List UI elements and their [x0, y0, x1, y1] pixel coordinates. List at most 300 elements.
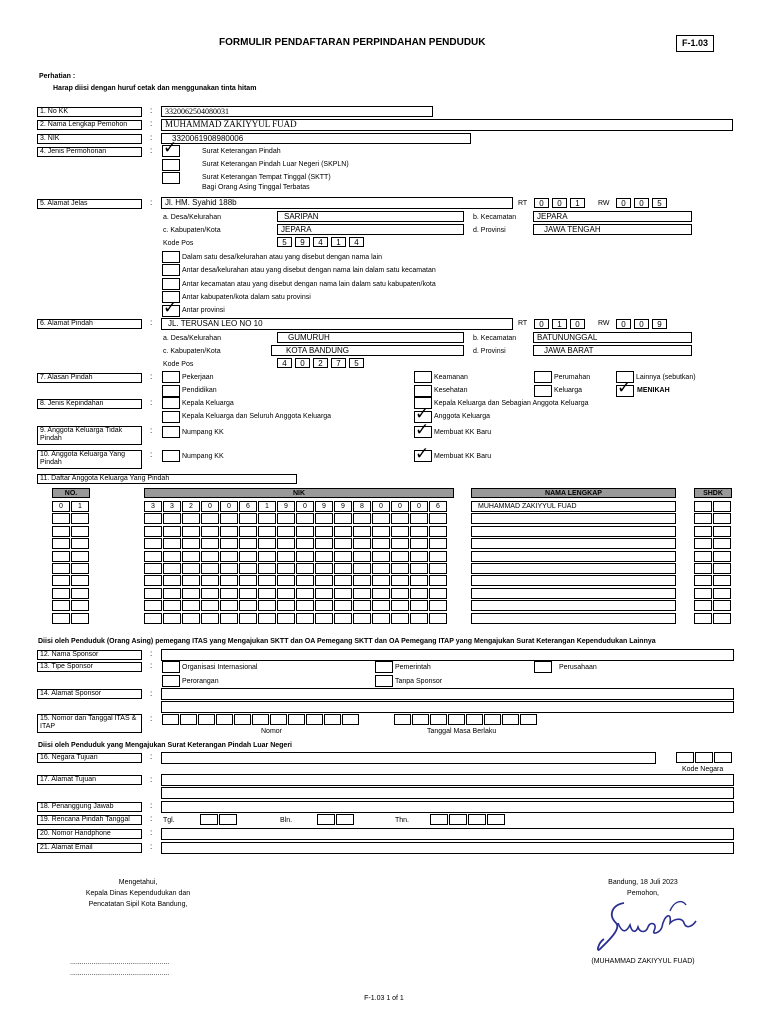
checkbox-sktt[interactable]: [162, 172, 180, 184]
option-kk-sebagian: Kepala Keluarga dan Sebagian Anggota Keluarga: [434, 400, 589, 407]
cell: [182, 588, 200, 599]
cell: [144, 563, 162, 574]
rt-cells[interactable]: [534, 319, 588, 329]
cell: [52, 575, 70, 586]
cell: [372, 551, 390, 562]
cell: [144, 588, 162, 599]
cell: [144, 513, 162, 524]
member-no-cells[interactable]: [52, 551, 90, 562]
cell: [52, 600, 70, 611]
label-desa: a. Desa/Kelurahan: [163, 214, 221, 221]
email-field[interactable]: [161, 842, 734, 854]
cell: [201, 588, 219, 599]
cell: [144, 551, 162, 562]
cell: [258, 526, 276, 537]
kode-negara-cells[interactable]: [676, 752, 733, 763]
colon: :: [150, 689, 153, 698]
nik-digit: 0: [372, 501, 390, 512]
cell: [372, 526, 390, 537]
handphone-field[interactable]: [161, 828, 734, 840]
nama-pemohon-field[interactable]: MUHAMMAD ZAKIYYUL FUAD: [161, 119, 733, 131]
kode-pos-cells[interactable]: [277, 358, 367, 368]
thn-cells[interactable]: [430, 814, 506, 825]
provinsi-field[interactable]: JAWA TENGAH: [533, 224, 692, 235]
member-nama-field[interactable]: [471, 600, 676, 611]
checkbox-keluarga[interactable]: [534, 385, 552, 397]
cell: [429, 551, 447, 562]
cell: [410, 563, 428, 574]
cell: [410, 513, 428, 524]
colon: :: [150, 752, 153, 761]
cell: [144, 613, 162, 624]
check-icon: ✓: [415, 420, 430, 440]
member-nik-cells[interactable]: [144, 538, 448, 549]
check-icon: ✓: [163, 298, 178, 318]
checkbox-organisasi[interactable]: [162, 661, 180, 673]
signature-image: [592, 893, 702, 955]
cell: [410, 600, 428, 611]
cell: [391, 588, 409, 599]
pos-digit: 7: [331, 358, 346, 368]
member-no-cells[interactable]: [52, 501, 90, 512]
member-shdk-cells[interactable]: [694, 538, 732, 549]
member-shdk-cells[interactable]: [694, 513, 732, 524]
cell: [694, 551, 712, 562]
cell: [163, 563, 181, 574]
cell: [71, 613, 89, 624]
nama-sponsor-field[interactable]: [161, 649, 734, 661]
cell: [315, 588, 333, 599]
header-nik: NIK: [144, 488, 454, 498]
member-nama-field[interactable]: [471, 575, 676, 586]
kabupaten-field[interactable]: JEPARA: [277, 224, 464, 235]
desa-field[interactable]: GUMURUH: [277, 332, 464, 343]
pos-digit: 0: [295, 358, 310, 368]
cell: [372, 538, 390, 549]
member-shdk-cells[interactable]: [694, 613, 732, 624]
tgl-cells[interactable]: [200, 814, 238, 825]
cell: [484, 714, 501, 725]
header-shdk: SHDK: [694, 488, 732, 498]
colon: :: [150, 714, 153, 723]
pos-digit: 4: [313, 237, 328, 247]
label-nik: 3. NIK: [37, 134, 142, 144]
member-nik-cells[interactable]: [144, 526, 448, 537]
cell: [334, 551, 352, 562]
cell: [694, 563, 712, 574]
cell: [239, 588, 257, 599]
cell: [182, 551, 200, 562]
rw-digit: 5: [652, 198, 667, 208]
label-thn: Thn.: [395, 817, 410, 824]
pos-digit: 9: [295, 237, 310, 247]
nik-digit: 9: [315, 501, 333, 512]
cell: [391, 538, 409, 549]
label-bln: Bln.: [280, 817, 293, 824]
label-kecamatan: b. Kecamatan: [473, 214, 517, 221]
option-pindah-2: Antar desa/kelurahan atau yang disebut dengan nama lain dalam satu kecamatan: [182, 267, 436, 274]
option-organisasi: Organisasi Internasional: [182, 664, 258, 671]
rw-digit: 0: [616, 198, 631, 208]
pos-digit: 4: [277, 358, 292, 368]
member-shdk-cells[interactable]: [694, 600, 732, 611]
cell: [334, 588, 352, 599]
member-no-cells[interactable]: [52, 588, 90, 599]
cell: [239, 575, 257, 586]
cell: [315, 526, 333, 537]
cell: [270, 714, 287, 725]
cell: [71, 526, 89, 537]
cell: [144, 538, 162, 549]
member-nik-cells[interactable]: [144, 513, 448, 524]
sign-dots-1: ...................................................: [70, 959, 170, 966]
date-cell: [219, 814, 237, 825]
check-icon: ✓: [415, 404, 430, 424]
nik-digit: 2: [182, 501, 200, 512]
kode-pos-cells[interactable]: [277, 237, 367, 247]
checkbox-numpang-kk[interactable]: [162, 450, 180, 462]
alamat-sponsor-field-2[interactable]: [161, 701, 734, 713]
checkbox-pindah-2[interactable]: [162, 264, 180, 276]
cell: [234, 714, 251, 725]
label-alamat-pindah: 6. Alamat Pindah: [37, 319, 142, 329]
cell: [144, 526, 162, 537]
cell: [410, 575, 428, 586]
checkbox-pendidikan[interactable]: [162, 385, 180, 397]
checkbox-kesehatan[interactable]: [414, 385, 432, 397]
pos-digit: 5: [349, 358, 364, 368]
checkbox-pindah-1[interactable]: [162, 251, 180, 263]
cell: [220, 613, 238, 624]
header-nama: NAMA LENGKAP: [471, 488, 676, 498]
nik-field[interactable]: 3320061908980006: [161, 133, 471, 144]
member-nik-cells[interactable]: [144, 563, 448, 574]
rw-digit: 0: [616, 319, 631, 329]
cell: [334, 526, 352, 537]
checkbox-perusahaan[interactable]: [534, 661, 552, 673]
member-nama-field[interactable]: [471, 563, 676, 574]
member-nik-cells[interactable]: [144, 575, 448, 586]
form-title: FORMULIR PENDAFTARAN PERPINDAHAN PENDUDUK: [219, 37, 486, 48]
checkbox-pekerjaan[interactable]: [162, 371, 180, 383]
itas-tanggal-cells[interactable]: [394, 714, 538, 725]
nik-digit: 8: [353, 501, 371, 512]
cell: [216, 714, 233, 725]
label-jenis-permohonan: 4. Jenis Permohonan: [37, 147, 142, 157]
cell: [353, 563, 371, 574]
label-kode-pos: Kode Pos: [163, 361, 194, 368]
member-shdk-cells[interactable]: [694, 501, 732, 512]
member-nama-field[interactable]: [471, 588, 676, 599]
cell: [391, 613, 409, 624]
member-shdk-cells[interactable]: [694, 563, 732, 574]
label-kabupaten: c. Kabupaten/Kota: [163, 227, 221, 234]
member-shdk-cells[interactable]: [694, 575, 732, 586]
no-kk-field[interactable]: 3320062504080031: [161, 106, 433, 117]
cell: [277, 538, 295, 549]
member-shdk-cells[interactable]: [694, 526, 732, 537]
cell: [220, 513, 238, 524]
colon: :: [150, 649, 153, 658]
cell: [52, 513, 70, 524]
member-no-cells[interactable]: [52, 513, 90, 524]
date-cell: [449, 814, 467, 825]
cell: [713, 563, 731, 574]
cell: [714, 752, 732, 763]
label-itas: 15. Nomor dan Tanggal ITAS & ITAP: [37, 714, 142, 733]
cell: [71, 588, 89, 599]
member-nik-cells[interactable]: [144, 501, 448, 512]
cell: [502, 714, 519, 725]
sign-left-3: Pencatatan Sipil Kota Bandung,: [88, 901, 188, 908]
member-no-cells[interactable]: [52, 538, 90, 549]
option-kk-baru: Membuat KK Baru: [434, 453, 492, 460]
cell: [220, 526, 238, 537]
checkbox-kk-seluruh[interactable]: [162, 411, 180, 423]
cell: [258, 600, 276, 611]
date-cell: [200, 814, 218, 825]
cell: [372, 513, 390, 524]
checkbox-keamanan[interactable]: [414, 371, 432, 383]
member-shdk-cells[interactable]: [694, 551, 732, 562]
label-penanggung-jawab: 18. Penanggung Jawab: [37, 802, 142, 812]
member-nik-cells[interactable]: [144, 551, 448, 562]
cell: [372, 613, 390, 624]
checkbox-numpang-kk[interactable]: [162, 426, 180, 438]
option-perorangan: Perorangan: [182, 678, 219, 685]
kabupaten-field[interactable]: KOTA BANDUNG: [271, 345, 464, 356]
option-keluarga: Keluarga: [554, 387, 583, 394]
cell: [430, 714, 447, 725]
option-tanpa-sponsor: Tanpa Sponsor: [395, 678, 443, 685]
cell: [239, 600, 257, 611]
member-no-cells[interactable]: [52, 613, 90, 624]
cell: [220, 575, 238, 586]
cell: [372, 600, 390, 611]
pos-digit: 1: [331, 237, 346, 247]
label-nama-sponsor: 12. Nama Sponsor: [37, 650, 142, 660]
rw-cells[interactable]: [616, 198, 670, 208]
alamat-tujuan-field[interactable]: [161, 774, 734, 786]
label-alamat-tujuan: 17. Alamat Tujuan: [37, 775, 142, 785]
cell: [429, 538, 447, 549]
checkbox-perumahan[interactable]: [534, 371, 552, 383]
member-no-cells[interactable]: [52, 600, 90, 611]
member-nama-field[interactable]: MUHAMMAD ZAKIYYUL FUAD: [471, 501, 676, 512]
colon: :: [150, 146, 153, 155]
rt-cells[interactable]: [534, 198, 588, 208]
member-nik-cells[interactable]: [144, 588, 448, 599]
date-cell: [468, 814, 486, 825]
cell: [713, 551, 731, 562]
nik-digit: 3: [163, 501, 181, 512]
cell: [163, 513, 181, 524]
cell: [163, 575, 181, 586]
cell: [353, 551, 371, 562]
cell: [144, 600, 162, 611]
section-ln-heading: Diisi oleh Penduduk yang Mengajukan Surat Keterangan Pindah Luar Negeri: [38, 742, 292, 749]
option-pindah-3: Antar kecamatan atau yang disebut dengan nama lain dalam satu kabupaten/kota: [182, 281, 436, 288]
option-kesehatan: Kesehatan: [434, 387, 468, 394]
nik-digit: 9: [277, 501, 295, 512]
cell: [429, 613, 447, 624]
cell: [391, 551, 409, 562]
cell: [296, 600, 314, 611]
cell: [71, 600, 89, 611]
member-nik-cells[interactable]: [144, 613, 448, 624]
cell: [296, 538, 314, 549]
cell: [182, 513, 200, 524]
nik-digit: 9: [334, 501, 352, 512]
label-kecamatan: b. Kecamatan: [473, 335, 517, 342]
cell: [71, 513, 89, 524]
checkbox-tanpa-sponsor[interactable]: [375, 675, 393, 687]
colon: :: [150, 198, 153, 207]
page-footer: F-1.03 1 of 1: [364, 995, 404, 1002]
member-shdk-cells[interactable]: [694, 588, 732, 599]
pos-digit: 2: [313, 358, 328, 368]
option-skpln: Surat Keterangan Pindah Luar Negeri (SKPLN): [202, 161, 349, 168]
label-provinsi: d. Provinsi: [473, 227, 506, 234]
option-pindah-5: Antar provinsi: [182, 307, 225, 314]
cell: [239, 526, 257, 537]
cell: [288, 714, 305, 725]
pos-digit: 4: [349, 237, 364, 247]
cell: [324, 714, 341, 725]
sign-dots-2: ...................................................: [70, 970, 170, 977]
member-nama-field[interactable]: [471, 551, 676, 562]
label-handphone: 20. Nomor Handphone: [37, 829, 142, 839]
cell: [180, 714, 197, 725]
cell: [713, 613, 731, 624]
option-kk: Kepala Keluarga: [182, 400, 234, 407]
cell: [296, 551, 314, 562]
cell: [713, 526, 731, 537]
rw-cells[interactable]: [616, 319, 670, 329]
member-no-cells[interactable]: [52, 526, 90, 537]
alamat-sponsor-field[interactable]: [161, 688, 734, 700]
option-numpang-kk: Numpang KK: [182, 453, 224, 460]
checkbox-skpln[interactable]: [162, 159, 180, 171]
negara-tujuan-field[interactable]: [161, 752, 656, 764]
cell: [163, 526, 181, 537]
option-kk-baru: Membuat KK Baru: [434, 429, 492, 436]
checkbox-kk[interactable]: [162, 397, 180, 409]
cell: [695, 752, 713, 763]
member-no-cells[interactable]: [52, 563, 90, 574]
nik-digit: 0: [201, 501, 219, 512]
cell: [372, 575, 390, 586]
cell: [391, 526, 409, 537]
provinsi-field[interactable]: JAWA BARAT: [533, 345, 692, 356]
member-nik-cells[interactable]: [144, 600, 448, 611]
sign-place-date: Bandung, 18 Juli 2023: [608, 879, 678, 886]
desa-field[interactable]: SARIPAN: [277, 211, 464, 222]
rt-digit: 0: [570, 319, 585, 329]
itas-nomor-cells[interactable]: [162, 714, 360, 725]
kecamatan-field[interactable]: BATUNUNGGAL: [533, 332, 692, 343]
option-pemerintah: Pemerintah: [395, 664, 431, 671]
cell: [220, 600, 238, 611]
cell: [694, 600, 712, 611]
label-kabupaten: c. Kabupaten/Kota: [163, 348, 221, 355]
checkbox-pemerintah[interactable]: [375, 661, 393, 673]
rt-label: RT: [518, 320, 528, 327]
cell: [315, 551, 333, 562]
cell: [315, 563, 333, 574]
alamat-jelas-field[interactable]: Jl. HM. Syahid 188b: [161, 197, 513, 209]
nik-digit: 0: [410, 501, 428, 512]
cell: [239, 563, 257, 574]
member-nama-field[interactable]: [471, 513, 676, 524]
cell: [163, 551, 181, 562]
cell: [163, 538, 181, 549]
colon: :: [150, 106, 153, 115]
cell: [201, 513, 219, 524]
cell: [277, 600, 295, 611]
member-no-cells[interactable]: [52, 575, 90, 586]
cell: [429, 600, 447, 611]
label-daftar-anggota: 11. Daftar Anggota Keluarga Yang Pindah: [37, 474, 297, 484]
member-nama-field[interactable]: [471, 538, 676, 549]
cell: [713, 600, 731, 611]
rt-digit: 1: [552, 319, 567, 329]
cell: [429, 563, 447, 574]
colon: :: [150, 775, 153, 784]
cell: [277, 551, 295, 562]
alamat-tujuan-field-2[interactable]: [161, 787, 734, 799]
member-nama-field[interactable]: [471, 613, 676, 624]
penanggung-jawab-field[interactable]: [161, 801, 734, 813]
cell: [334, 563, 352, 574]
cell: [201, 526, 219, 537]
option-lainnya: Lainnya (sebutkan): [636, 374, 696, 381]
checkbox-pindah-3[interactable]: [162, 278, 180, 290]
kecamatan-field[interactable]: JEPARA: [533, 211, 692, 222]
nik-digit: 1: [258, 501, 276, 512]
label-alasan-pindah: 7. Alasan Pindah: [37, 373, 142, 383]
cell: [258, 551, 276, 562]
label-alamat-sponsor: 14. Alamat Sponsor: [37, 689, 142, 699]
cell: [713, 538, 731, 549]
shdk-cell: [713, 501, 731, 512]
alamat-pindah-field[interactable]: JL. TERUSAN LEO NO 10: [161, 318, 513, 330]
colon: :: [150, 318, 153, 327]
option-kk-seluruh: Kepala Keluarga dan Seluruh Anggota Keluarga: [182, 413, 332, 420]
cell: [182, 600, 200, 611]
cell: [353, 600, 371, 611]
label-kode-pos: Kode Pos: [163, 240, 194, 247]
option-anggota: Anggota Keluarga: [434, 413, 491, 420]
cell: [220, 538, 238, 549]
bln-cells[interactable]: [317, 814, 355, 825]
cell: [353, 526, 371, 537]
colon: :: [150, 842, 153, 851]
sign-left-1: Mengetahui,: [118, 879, 158, 886]
label-tipe-sponsor: 13. Tipe Sponsor: [37, 662, 142, 672]
member-nama-field[interactable]: [471, 526, 676, 537]
cell: [713, 513, 731, 524]
checkbox-perorangan[interactable]: [162, 675, 180, 687]
cell: [694, 513, 712, 524]
cell: [353, 613, 371, 624]
cell: [296, 563, 314, 574]
label-tgl: Tgl.: [163, 817, 175, 824]
cell: [239, 613, 257, 624]
date-cell: [430, 814, 448, 825]
label-provinsi: d. Provinsi: [473, 348, 506, 355]
label-nama-pemohon: 2. Nama Lengkap Pemohon: [37, 120, 142, 130]
